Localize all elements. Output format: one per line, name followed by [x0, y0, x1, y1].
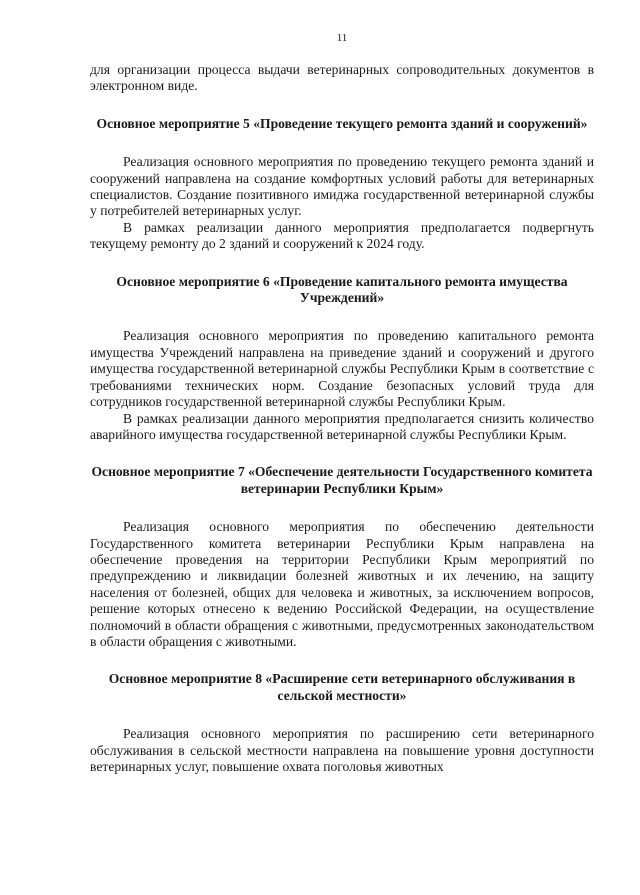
section-paragraph: Реализация основного мероприятия по проведению капитального ремонта имущества Учреждений направлена на приведение зданий и сооружений и другого имущества государственной ветеринарной службы Республики Крым в соответствие с требованиями технических норм. Создание безопасных условий труда для сотрудников государственной ветеринарной службы Республики Крым. — [90, 328, 594, 410]
section-heading: Основное мероприятие 5 «Проведение текущего ремонта зданий и сооружений» — [96, 115, 588, 131]
section-paragraph: Реализация основного мероприятия по расширению сети ветеринарного обслуживания в сельской местности направлена на повышение уровня доступности ветеринарных услуг, повышение охвата поголовья животных — [90, 726, 594, 774]
section-heading: Основное мероприятие 7 «Обеспечение деятельности Государственного комитета ветеринарии Республики Крым» — [91, 464, 593, 496]
section-event-5 — [90, 116, 594, 253]
section-heading: Основное мероприятие 8 «Расширение сети ветеринарного обслуживания в сельской местности» — [108, 671, 576, 703]
section-event-6 — [90, 274, 594, 444]
page-number: 11 — [336, 32, 348, 44]
section-paragraph: Реализация основного мероприятия по обеспечению деятельности Государственного комитета ветеринарии Республики Крым направлена на обеспечение проведения на территории Республики Крым мероприятий по предупреждению и ликвидации болезней животных и их лечению, на защиту населения от болезней, общих для человека и животных, за исключением вопросов, решение которых отнесено к ведению Российской Федерации, на осуществление полномочий в области обращения с животными, предусмотренных законодательством в области обращения с животными. — [90, 519, 594, 649]
section-paragraph: Реализация основного мероприятия по проведению текущего ремонта зданий и сооружений направлена на создание комфортных условий работы для ветеринарных специалистов. Создание позитивного имиджа государственной ветеринарной службы у потребителей ветеринарных услуг. — [90, 154, 594, 219]
section-event-8 — [90, 671, 594, 775]
document-page — [90, 32, 594, 775]
section-paragraph: В рамках реализации данного мероприятия предполагается снизить количество аварийного имущества государственной ветеринарной службы Республики Крым. — [90, 410, 594, 442]
section-heading: Основное мероприятие 6 «Проведение капитального ремонта имущества Учреждений» — [116, 273, 568, 306]
section-paragraph: В рамках реализации данного мероприятия предполагается подвергнуть текущему ремонту до 2 зданий и сооружений к 2024 году. — [90, 219, 594, 252]
intro-paragraph: для организации процесса выдачи ветеринарных сопроводительных документов в электронном виде. — [90, 62, 594, 94]
section-event-7 — [90, 464, 594, 650]
